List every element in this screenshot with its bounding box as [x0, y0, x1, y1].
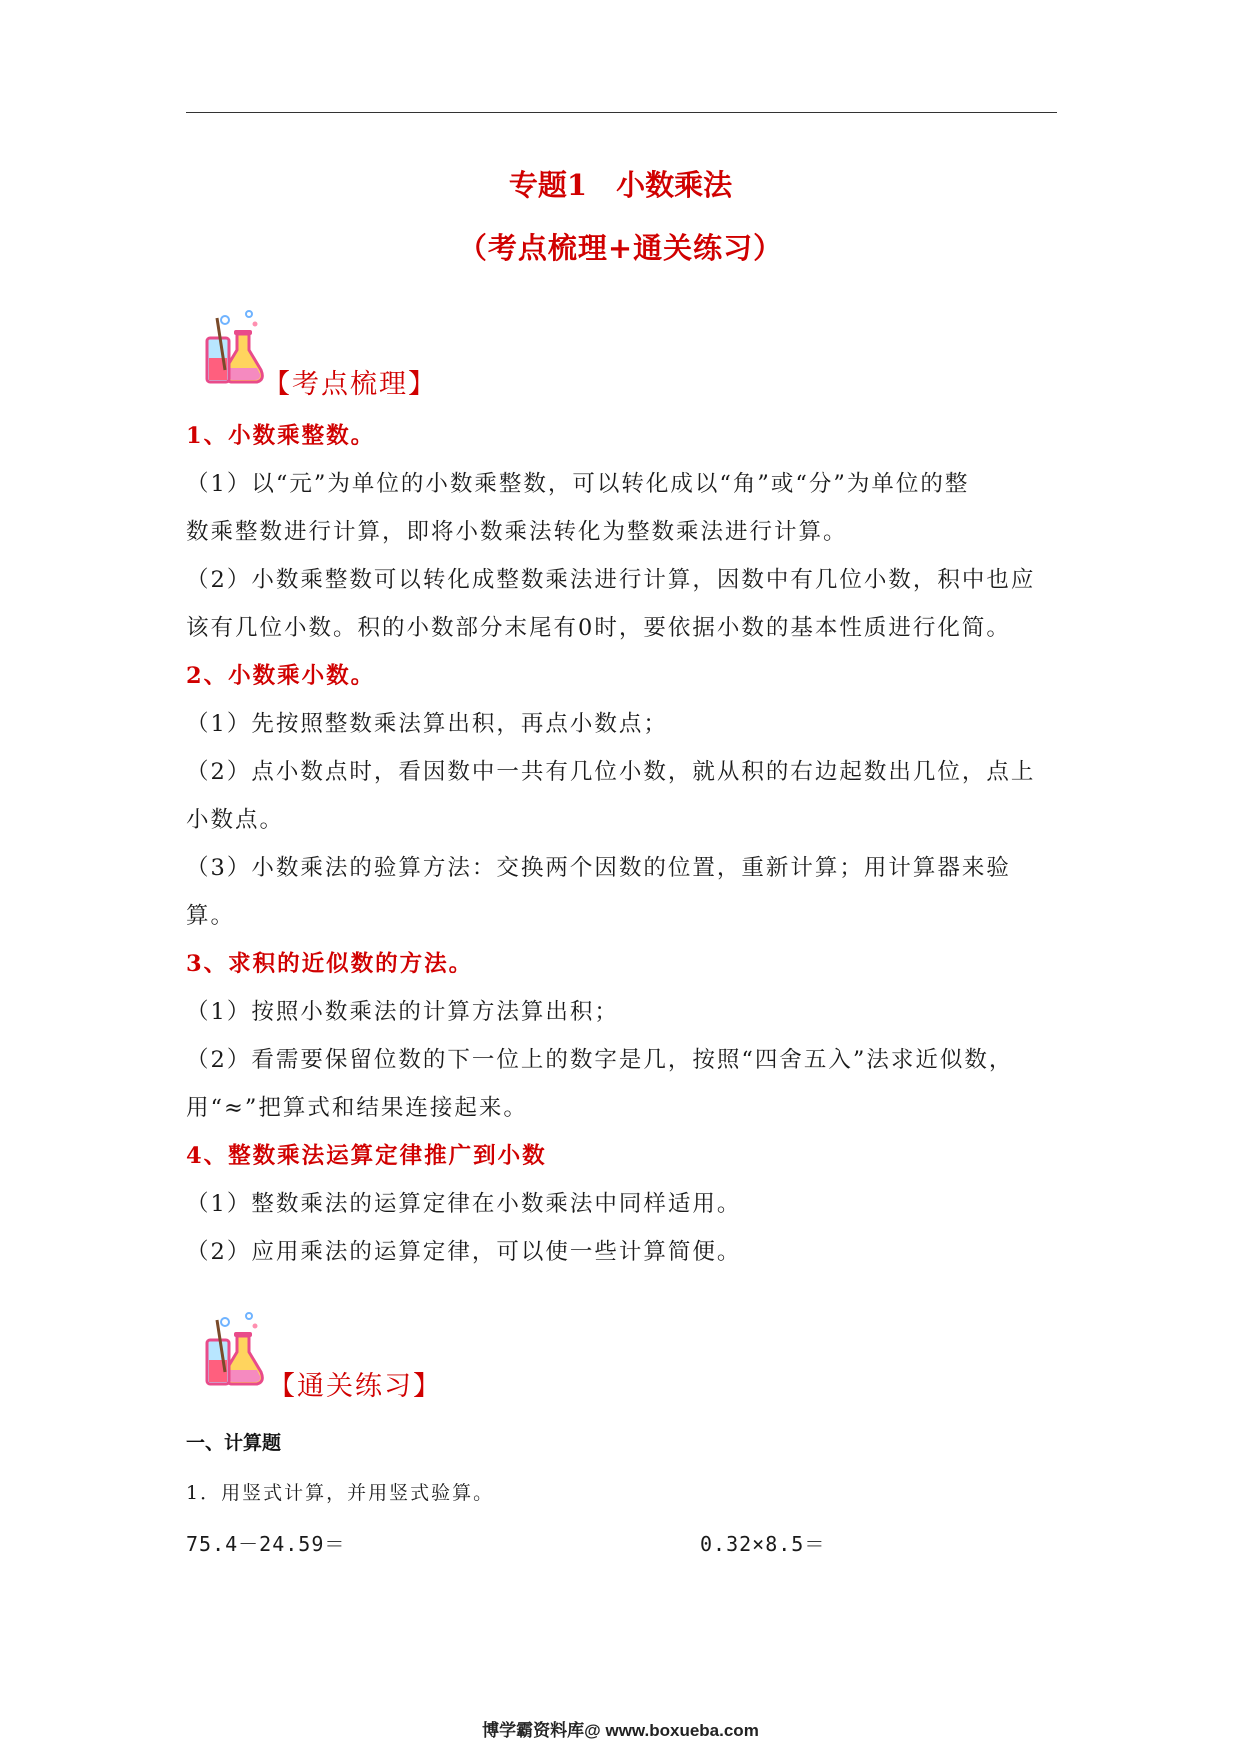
- review-line: （2）点小数点时，看因数中一共有几位小数，就从积的右边起数出几位，点上: [186, 759, 1036, 785]
- review-heading: 1、小数乘整数。: [186, 423, 376, 449]
- review-line: （1）按照小数乘法的计算方法算出积；: [186, 999, 619, 1025]
- review-content: [186, 412, 1066, 1276]
- review-line: （2）看需要保留位数的下一位上的数字是几，按照“四舍五入”法求近似数，: [186, 1047, 1014, 1073]
- practice-question: 1．用竖式计算，并用竖式验算。: [186, 1482, 495, 1504]
- lab-flask-icon: [203, 308, 265, 386]
- review-line: （2）小数乘整数可以转化成整数乘法进行计算，因数中有几位小数，积中也应: [186, 567, 1036, 593]
- review-line: （1）以“元”为单位的小数乘整数，可以转化成以“角”或“分”为单位的整: [186, 471, 970, 497]
- review-line: （1）整数乘法的运算定律在小数乘法中同样适用。: [186, 1191, 742, 1217]
- page-subtitle: （考点梳理+通关练习）: [457, 231, 784, 265]
- section-label-review: 【考点梳理】: [263, 369, 437, 400]
- review-line: 该有几位小数。积的小数部分末尾有0时，要依据小数的基本性质进行化简。: [186, 615, 1011, 641]
- review-heading: 4、整数乘法运算定律推广到小数: [186, 1143, 547, 1169]
- footer-watermark: 博学霸资料库@ www.boxueba.com: [482, 1721, 759, 1740]
- lab-flask-icon: [203, 1310, 265, 1388]
- review-heading: 3、求积的近似数的方法。: [186, 951, 474, 977]
- review-line: （2）应用乘法的运算定律，可以使一些计算简便。: [186, 1239, 742, 1265]
- page-title: 专题1 小数乘法: [508, 168, 733, 202]
- review-line: 用“≈”把算式和结果连接起来。: [186, 1095, 528, 1121]
- review-heading: 2、小数乘小数。: [186, 663, 376, 689]
- header-rule: [186, 112, 1057, 113]
- review-line: 算。: [186, 903, 236, 929]
- review-line: 小数点。: [186, 807, 285, 833]
- review-line: 数乘整数进行计算，即将小数乘法转化为整数乘法进行计算。: [186, 519, 848, 545]
- review-line: （1）先按照整数乘法算出积，再点小数点；: [186, 711, 668, 737]
- equation-multiplication: 0.32×8.5＝: [700, 1532, 826, 1556]
- review-line: （3）小数乘法的验算方法：交换两个因数的位置，重新计算；用计算器来验: [186, 855, 1011, 881]
- section-label-practice: 【通关练习】: [268, 1371, 442, 1402]
- practice-section-heading: 一、计算题: [186, 1432, 282, 1454]
- equation-subtraction: 75.4－24.59＝: [186, 1532, 346, 1556]
